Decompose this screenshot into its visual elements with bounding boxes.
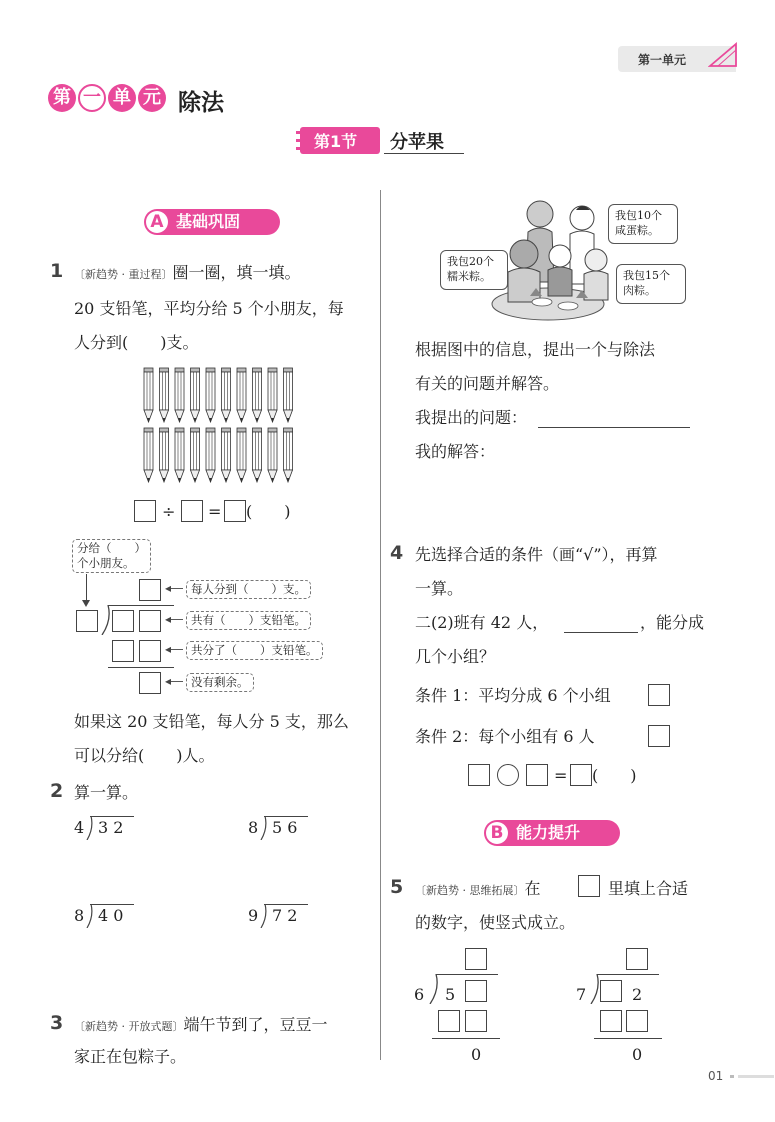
- q1-end-line2: 可以分给( )人。: [74, 746, 215, 765]
- q3-prompt-line1: 根据图中的信息，提出一个与除法: [415, 340, 656, 359]
- q4-operator-circle[interactable]: [497, 764, 519, 786]
- speech-bubble-1: [608, 204, 678, 244]
- q2-problem-3-divisor: 8: [74, 906, 85, 925]
- q1-unit-paren[interactable]: ( ): [246, 502, 291, 521]
- speech-bubble-2-line2: 糯米粽。: [447, 270, 491, 283]
- part-b-label: 能力提升: [516, 823, 581, 842]
- q2-text: 算一算。: [74, 783, 139, 802]
- q1-quotient-box[interactable]: [139, 579, 161, 601]
- q5-tag: 〔新趋势 · 思维拓展〕: [415, 884, 525, 897]
- column-divider: [380, 190, 381, 1060]
- q5-left-bracket: [428, 974, 440, 1004]
- page-number-bar: [738, 1075, 774, 1078]
- speech-bubble-2-line1: 我包20个: [447, 255, 494, 268]
- pencils-illustration: [140, 366, 300, 486]
- unit-name: 除法: [178, 90, 224, 116]
- q5-right-dividend-box[interactable]: [600, 980, 622, 1002]
- arrow-down-icon: [82, 600, 90, 607]
- q1-stem: [74, 263, 301, 285]
- q4-eq-sign: =: [554, 766, 568, 785]
- q1-note-3: 共分了（ ）支铅笔。: [186, 641, 323, 660]
- q4-condition-1-checkbox[interactable]: [648, 684, 670, 706]
- q1-product-box-tens[interactable]: [112, 640, 134, 662]
- q4-answer-box-3[interactable]: [570, 764, 592, 786]
- q2-problem-4-bracket: [260, 904, 268, 928]
- q5-line2: 的数字，使竖式成立。: [415, 913, 576, 932]
- q3-question-blank[interactable]: [538, 427, 690, 428]
- q4-answer-box-2[interactable]: [526, 764, 548, 786]
- speech-bubble-3-line2: 肉粽。: [623, 284, 656, 297]
- ruler-triangle-icon: [708, 40, 738, 68]
- q1-line2: 人分到( )支。: [74, 333, 199, 352]
- section-underline: [384, 153, 464, 154]
- q4-line3a: 二(2)班有 42 人，: [415, 613, 549, 632]
- q2-problem-4-divisor: 9: [248, 906, 259, 925]
- q5-text-a: 在: [524, 879, 541, 898]
- q1-note-2: 共有（ ）支铅笔。: [186, 611, 311, 630]
- q4-line4: 几个小组？: [415, 647, 496, 666]
- unit-badge-char-1: 第: [48, 84, 76, 112]
- section-badge-label: 第1节: [314, 132, 358, 151]
- q1-note-1: 每人分到（ ）支。: [186, 580, 311, 599]
- arrow-left-icon: ◂―: [165, 581, 184, 595]
- q3-stem: [74, 1015, 328, 1037]
- q1-answer-box-dividend[interactable]: [134, 500, 156, 522]
- q2-problem-2-dividend: 5 6: [272, 818, 298, 837]
- q5-left-product-box-ones[interactable]: [465, 1010, 487, 1032]
- unit-badge-char-4: 元: [138, 84, 166, 112]
- q5-right-dividend-digit: 2: [632, 985, 643, 1004]
- q4-number: 4: [390, 542, 404, 564]
- unit-badge: [48, 84, 170, 112]
- speech-bubble-3: [616, 264, 686, 304]
- speech-bubble-3-line1: 我包15个: [623, 269, 670, 282]
- q5-left-dividend-box[interactable]: [465, 980, 487, 1002]
- part-a-letter: A: [146, 211, 168, 233]
- q5-left-divisor: 6: [414, 985, 425, 1004]
- q1-line1: 20 支铅笔，平均分给 5 个小朋友，每: [74, 299, 344, 318]
- header-unit-label: 第一单元: [638, 53, 687, 67]
- q5-left-subtraction-line: [432, 1038, 500, 1039]
- part-a-label: 基础巩固: [176, 212, 241, 231]
- q4-condition-2-checkbox[interactable]: [648, 725, 670, 747]
- unit-badge-char-2: 一: [78, 84, 106, 112]
- arrow-left-icon: ◂―: [165, 612, 184, 626]
- q3-ask-label: 我提出的问题：: [415, 408, 528, 427]
- page-number-dot: [730, 1075, 734, 1078]
- q1-note-left-arrow: [86, 574, 87, 602]
- q3-prompt-line2: 有关的问题并解答。: [415, 374, 560, 393]
- q1-subtraction-line: [108, 667, 174, 668]
- arrow-left-icon: ◂―: [165, 674, 184, 688]
- q5-right-product-box-ones[interactable]: [626, 1010, 648, 1032]
- q1-div-sign: ÷: [162, 502, 176, 521]
- unit-badge-char-3: 单: [108, 84, 136, 112]
- q5-right-product-box-tens[interactable]: [600, 1010, 622, 1032]
- q2-problem-2-divisor: 8: [248, 818, 259, 837]
- q5-left-remainder: 0: [471, 1045, 482, 1064]
- q2-problem-1-divisor: 4: [74, 818, 85, 837]
- q2-problem-2-bar: [264, 816, 308, 817]
- q3-number: 3: [50, 1012, 64, 1034]
- q4-answer-box-1[interactable]: [468, 764, 490, 786]
- q4-line3b: ，能分成: [640, 613, 705, 632]
- q5-number: 5: [390, 876, 404, 898]
- speech-bubble-2: [440, 250, 508, 290]
- q2-problem-1-bracket: [86, 816, 94, 840]
- q1-division-bar: [108, 605, 174, 606]
- section-badge-stripe: [296, 147, 304, 150]
- q5-right-division-bar: [597, 974, 659, 975]
- q3-answer-label: 我的解答：: [415, 442, 496, 461]
- q5-left-dividend-digit: 5: [445, 985, 456, 1004]
- q1-answer-box-divisor[interactable]: [181, 500, 203, 522]
- q1-text: 圈一圈，填一填。: [172, 263, 301, 282]
- q2-problem-3-dividend: 4 0: [98, 906, 124, 925]
- q2-problem-4-dividend: 7 2: [272, 906, 298, 925]
- section-badge-stripe: [296, 131, 304, 134]
- q1-tag: 〔新趋势 · 重过程〕: [74, 268, 173, 281]
- q5-stem: [415, 879, 541, 901]
- q3-line2: 家正在包粽子。: [74, 1047, 187, 1066]
- q1-note-4: 没有剩余。: [186, 673, 254, 692]
- q5-right-divisor: 7: [576, 985, 587, 1004]
- part-b-letter: B: [486, 822, 508, 844]
- q1-end-line1: 如果这 20 支铅笔，每人分 5 支，那么: [74, 712, 349, 731]
- q2-problem-1-dividend: 3 2: [98, 818, 124, 837]
- q1-note-left: [72, 539, 151, 573]
- part-b-header: [484, 820, 620, 846]
- q2-number: 2: [50, 780, 64, 802]
- q5-text-b: 里填上合适: [608, 879, 689, 898]
- q3-text: 端午节到了，豆豆一: [183, 1015, 328, 1034]
- q1-note-left-line2: 个小朋友。: [77, 556, 135, 570]
- q1-dividend-box-tens[interactable]: [112, 610, 134, 632]
- q1-remainder-box[interactable]: [139, 672, 161, 694]
- q5-right-remainder: 0: [632, 1045, 643, 1064]
- part-a-header: [144, 209, 280, 235]
- q1-product-box-ones[interactable]: [139, 640, 161, 662]
- q1-answer-box-quotient[interactable]: [224, 500, 246, 522]
- q2-problem-2-bracket: [260, 816, 268, 840]
- q2-problem-4-bar: [264, 904, 308, 905]
- q2-problem-3-bracket: [86, 904, 94, 928]
- section-name: 分苹果: [390, 132, 444, 153]
- q1-eq-sign: =: [208, 502, 222, 521]
- speech-bubble-1-line2: 咸蛋粽。: [615, 224, 659, 237]
- q4-text: 先选择合适的条件（画“√”），再算: [415, 545, 658, 564]
- q5-left-division-bar: [436, 974, 498, 975]
- q5-example-box: [578, 875, 600, 897]
- q1-dividend-box-ones[interactable]: [139, 610, 161, 632]
- arrow-left-icon: ◂―: [165, 642, 184, 656]
- speech-bubble-1-line1: 我包10个: [615, 209, 662, 222]
- q4-condition-1: 条件 1：平均分成 6 个小组: [415, 686, 611, 705]
- family-zongzi-illustration: [490, 192, 614, 322]
- q5-right-subtraction-line: [594, 1038, 662, 1039]
- q1-division-bracket: [100, 605, 112, 635]
- section-badge-stripe: [296, 139, 304, 142]
- q4-condition-blank[interactable]: [564, 632, 638, 633]
- q5-right-quotient-box[interactable]: [626, 948, 648, 970]
- q2-problem-1-bar: [90, 816, 134, 817]
- q1-note-left-line1: 分给（ ）: [77, 541, 146, 555]
- q5-left-product-box-tens[interactable]: [438, 1010, 460, 1032]
- q5-left-quotient-box[interactable]: [465, 948, 487, 970]
- q2-problem-3-bar: [90, 904, 134, 905]
- q4-condition-2: 条件 2：每个小组有 6 人: [415, 727, 595, 746]
- q4-unit-paren[interactable]: ( ): [592, 766, 637, 785]
- q3-tag: 〔新趋势 · 开放式题〕: [74, 1020, 184, 1033]
- q4-line2: 一算。: [415, 579, 464, 598]
- q1-number: 1: [50, 260, 64, 282]
- page-number: 01: [708, 1069, 724, 1083]
- q1-divisor-box[interactable]: [76, 610, 98, 632]
